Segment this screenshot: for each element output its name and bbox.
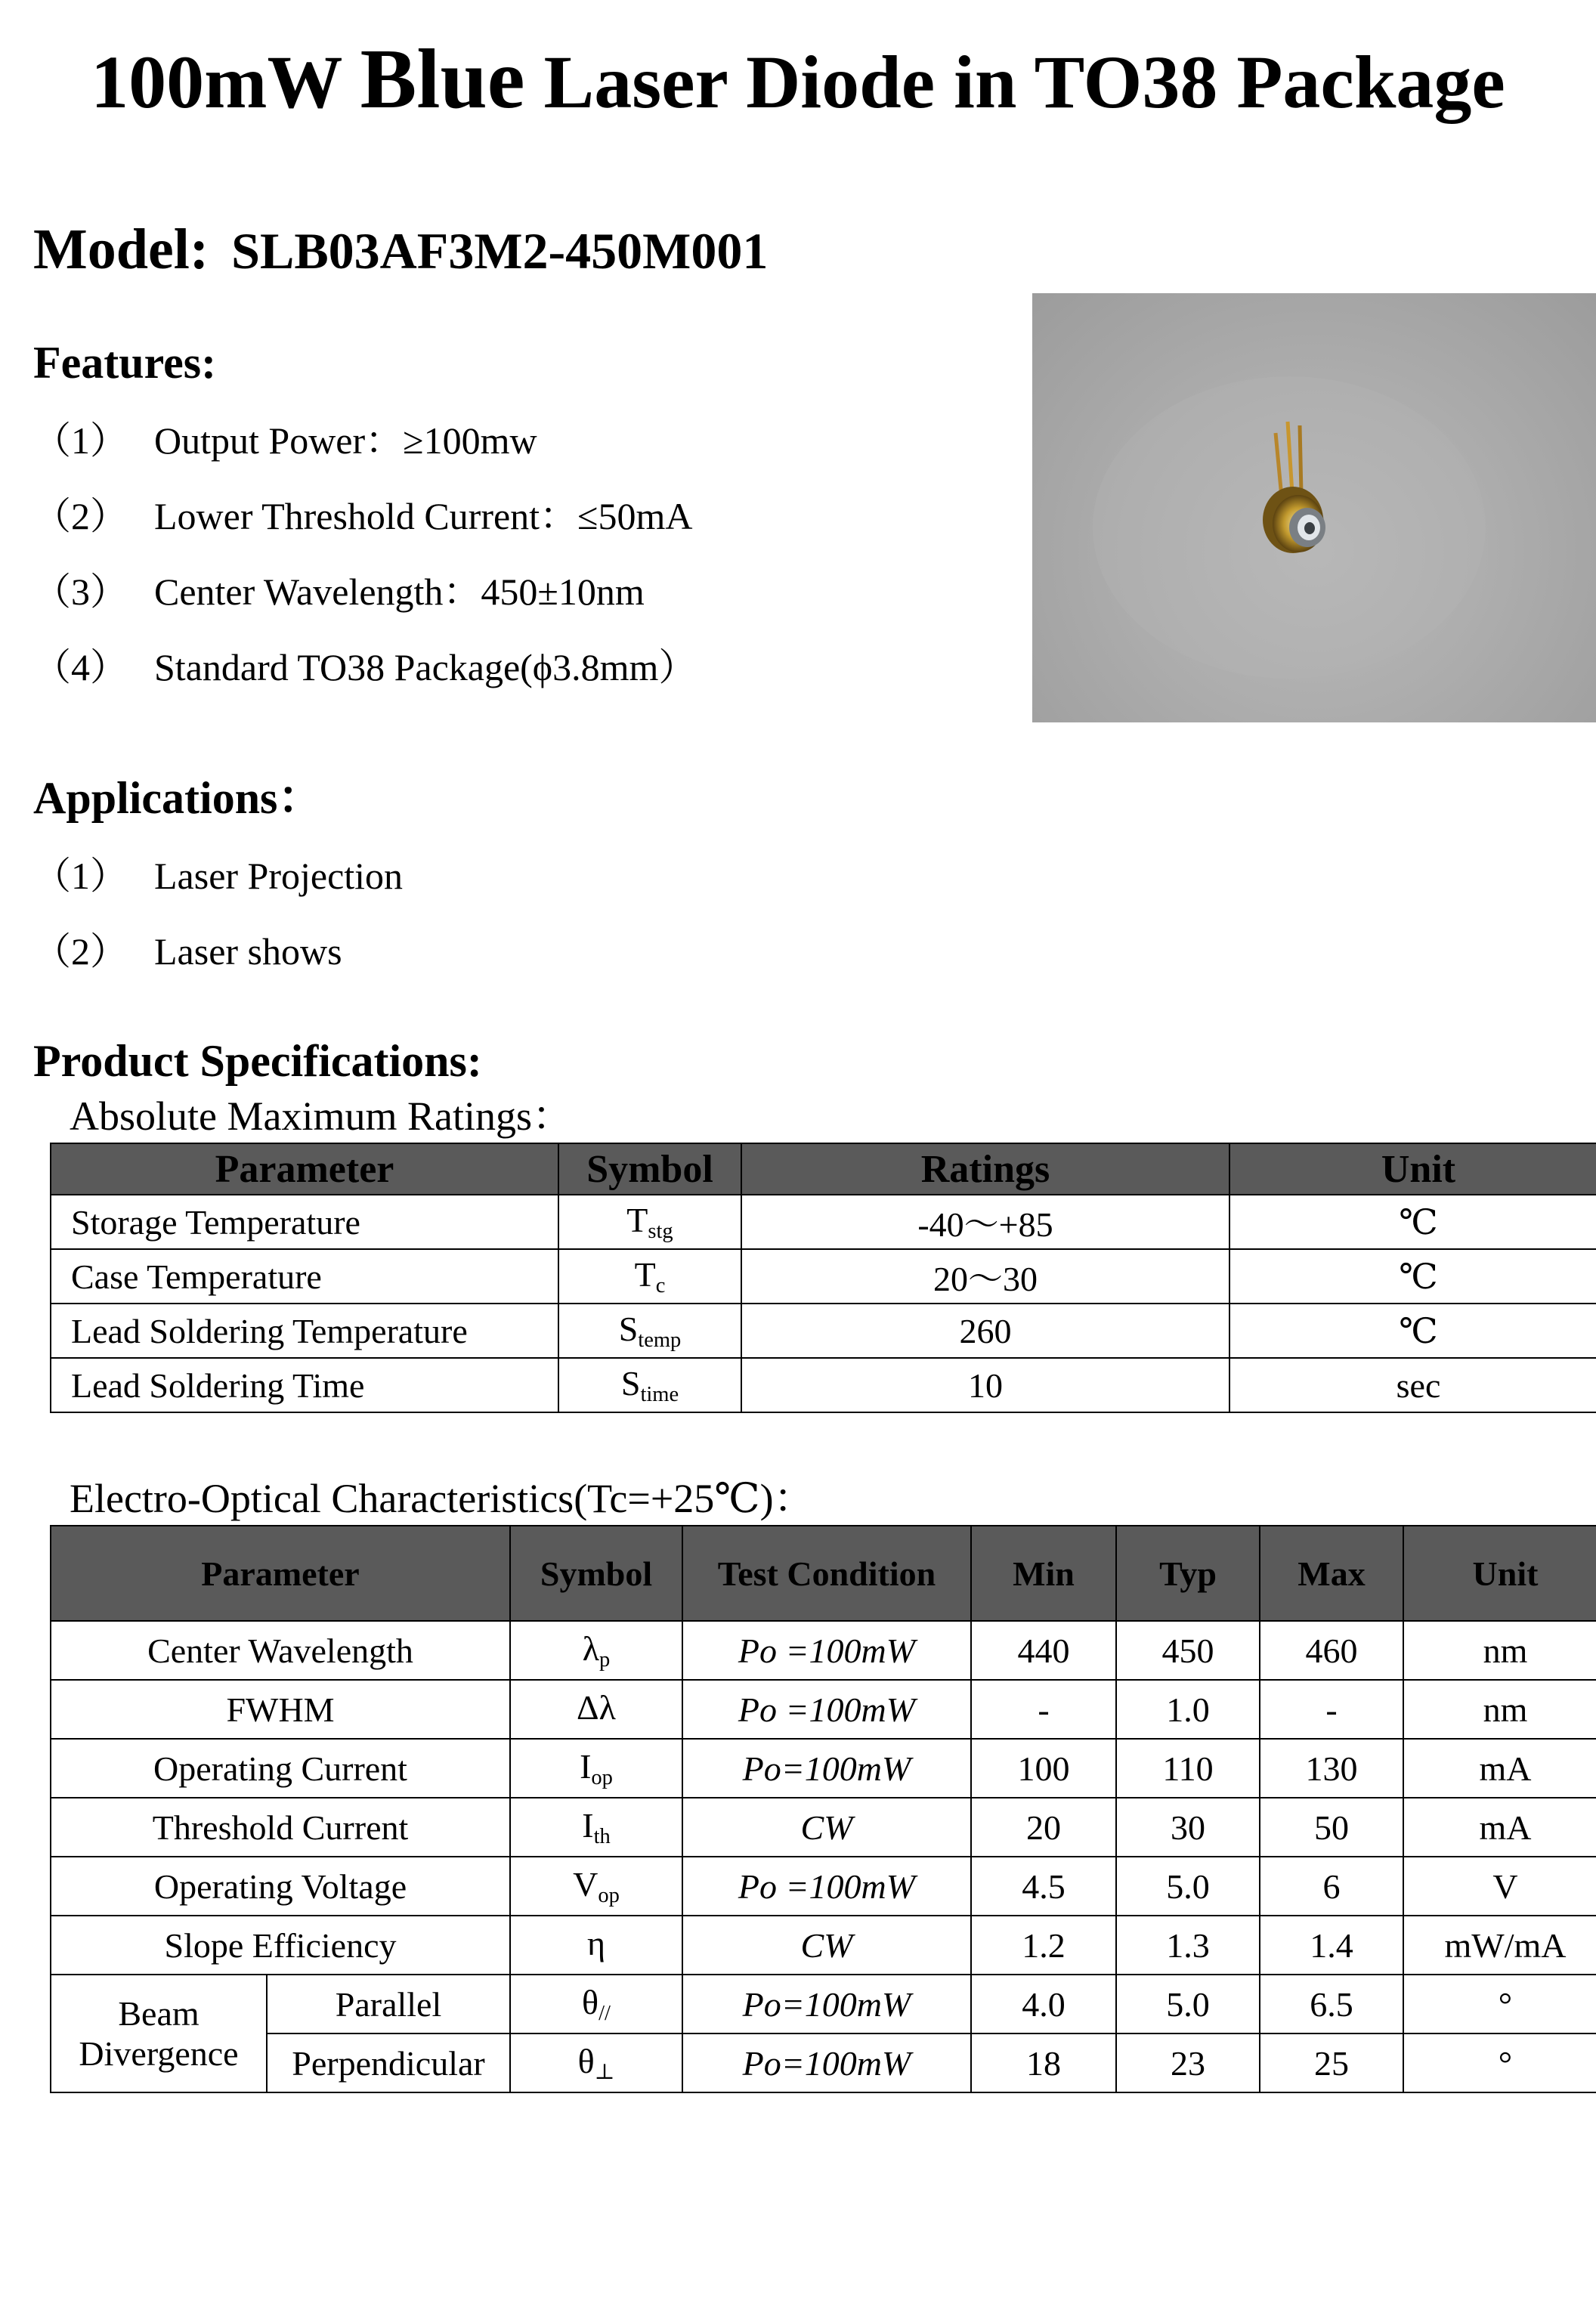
- table-row: [51, 1304, 1596, 1358]
- column-header: Typ: [1116, 1526, 1260, 1621]
- condition-cell: CW: [682, 1916, 971, 1975]
- title-prefix: 100mW: [91, 40, 360, 124]
- condition-cell: Po =100mW: [682, 1621, 971, 1680]
- application-item: [33, 849, 403, 902]
- unit-cell: °: [1403, 1975, 1596, 2033]
- application-text: Laser shows: [154, 930, 342, 973]
- rating-cell: -40～+85: [741, 1195, 1229, 1249]
- param-cell: Parallel: [267, 1975, 510, 2033]
- column-header: Symbol: [510, 1526, 682, 1621]
- page-title: [0, 30, 1596, 131]
- unit-cell: °: [1403, 2033, 1596, 2092]
- param-cell: Slope Efficiency: [51, 1916, 510, 1975]
- typ-cell: 450: [1116, 1621, 1260, 1680]
- typ-cell: 5.0: [1116, 1975, 1260, 2033]
- table-row: [51, 1680, 1596, 1739]
- table-header-row: [51, 1526, 1596, 1621]
- unit-cell: nm: [1403, 1621, 1596, 1680]
- beam-divergence-group: [51, 1975, 267, 2092]
- param-cell: Lead Soldering Temperature: [51, 1304, 558, 1358]
- symbol-cell: $\theta_\perp$: [510, 2033, 682, 2092]
- feature-item: [33, 414, 537, 467]
- param-cell: Case Temperature: [51, 1249, 558, 1304]
- param-cell: Threshold Current: [51, 1798, 510, 1857]
- typ-cell: 1.3: [1116, 1916, 1260, 1975]
- specs-heading: Product Specifications:: [33, 1036, 482, 1086]
- symbol-cell: $I_{th}$: [510, 1798, 682, 1857]
- unit-cell: ℃: [1229, 1195, 1596, 1249]
- table-row: [51, 1621, 1596, 1680]
- min-cell: -: [971, 1680, 1116, 1739]
- column-header: Unit: [1229, 1143, 1596, 1195]
- min-cell: 1.2: [971, 1916, 1116, 1975]
- unit-cell: sec: [1229, 1358, 1596, 1412]
- application-number: （1）: [33, 855, 128, 897]
- abs-ratings-title: Absolute Maximum Ratings：: [70, 1093, 573, 1139]
- feature-text: Output Power：≥100mw: [154, 419, 537, 462]
- param-cell: FWHM: [51, 1680, 510, 1739]
- eo-title: Electro-Optical Characteristics(Tc=+25℃)：: [70, 1476, 815, 1521]
- typ-cell: 110: [1116, 1739, 1260, 1798]
- application-item: [33, 925, 342, 978]
- symbol-cell: Δλ: [510, 1680, 682, 1739]
- table-row: [51, 1195, 1596, 1249]
- model-label: Model:: [33, 218, 209, 281]
- symbol-cell: $S_{time}$: [558, 1358, 741, 1412]
- condition-cell: Po =100mW: [682, 1857, 971, 1916]
- unit-cell: V: [1403, 1857, 1596, 1916]
- max-cell: 6: [1260, 1857, 1403, 1916]
- feature-item: [33, 490, 693, 543]
- features-heading: Features:: [33, 338, 217, 388]
- product-photo: [1032, 293, 1596, 722]
- param-cell: Lead Soldering Time: [51, 1358, 558, 1412]
- column-header: Symbol: [558, 1143, 741, 1195]
- table-row: [51, 1798, 1596, 1857]
- table-row: [51, 1358, 1596, 1412]
- group-label-line2: Divergence: [79, 2034, 239, 2073]
- rating-cell: 260: [741, 1304, 1229, 1358]
- param-cell: Center Wavelength: [51, 1621, 510, 1680]
- symbol-cell: $T_{stg}$: [558, 1195, 741, 1249]
- column-header: Unit: [1403, 1526, 1596, 1621]
- symbol-cell: $V_{op}$: [510, 1857, 682, 1916]
- column-header: Max: [1260, 1526, 1403, 1621]
- min-cell: 4.5: [971, 1857, 1116, 1916]
- column-header: Test Condition: [682, 1526, 971, 1621]
- feature-item: [33, 565, 645, 618]
- table-row: [51, 1857, 1596, 1916]
- symbol-cell: $S_{temp}$: [558, 1304, 741, 1358]
- application-number: （2）: [33, 930, 128, 973]
- feature-text: Lower Threshold Current：≤50mA: [154, 495, 693, 537]
- max-cell: 6.5: [1260, 1975, 1403, 2033]
- min-cell: 20: [971, 1798, 1116, 1857]
- typ-cell: 23: [1116, 2033, 1260, 2092]
- condition-cell: Po=100mW: [682, 1739, 971, 1798]
- typ-cell: 30: [1116, 1798, 1260, 1857]
- unit-cell: mA: [1403, 1798, 1596, 1857]
- min-cell: 4.0: [971, 1975, 1116, 2033]
- rating-cell: 20～30: [741, 1249, 1229, 1304]
- param-cell: Storage Temperature: [51, 1195, 558, 1249]
- max-cell: 130: [1260, 1739, 1403, 1798]
- symbol-cell: $T_c$: [558, 1249, 741, 1304]
- column-header: Parameter: [51, 1526, 510, 1621]
- max-cell: 460: [1260, 1621, 1403, 1680]
- symbol-cell: $\lambda_p$: [510, 1621, 682, 1680]
- condition-cell: CW: [682, 1798, 971, 1857]
- min-cell: 18: [971, 2033, 1116, 2092]
- table-row: [51, 1249, 1596, 1304]
- unit-cell: ℃: [1229, 1304, 1596, 1358]
- min-cell: 440: [971, 1621, 1116, 1680]
- feature-text: Center Wavelength：450±10nm: [154, 571, 645, 613]
- column-header: Min: [971, 1526, 1116, 1621]
- model-number: SLB03AF3M2-450M001: [231, 222, 769, 280]
- unit-cell: mA: [1403, 1739, 1596, 1798]
- symbol-cell: η: [510, 1916, 682, 1975]
- group-label-line1: Beam: [118, 1994, 200, 2033]
- laser-diode-image: [1032, 293, 1596, 722]
- model-line: [33, 212, 768, 289]
- applications-heading: Applications：: [33, 773, 323, 823]
- unit-cell: mW/mA: [1403, 1916, 1596, 1975]
- electro-optical-table: [50, 1525, 1596, 2093]
- absolute-ratings-table: [50, 1143, 1596, 1413]
- table-row: [51, 1916, 1596, 1975]
- condition-cell: Po =100mW: [682, 1680, 971, 1739]
- table-row: [51, 1975, 1596, 2033]
- table-row: [51, 2033, 1596, 2092]
- feature-text: Standard TO38 Package(ϕ3.8mm）: [154, 646, 697, 688]
- title-suffix: Laser Diode in TO38 Package: [524, 40, 1505, 124]
- table-header-row: [51, 1143, 1596, 1195]
- feature-number: （1）: [33, 419, 128, 462]
- param-cell: Operating Current: [51, 1739, 510, 1798]
- column-header: Ratings: [741, 1143, 1229, 1195]
- feature-number: （4）: [33, 646, 128, 688]
- rating-cell: 10: [741, 1358, 1229, 1412]
- feature-item: [33, 641, 696, 694]
- condition-cell: Po=100mW: [682, 1975, 971, 2033]
- title-emphasis: Blue: [360, 32, 525, 126]
- unit-cell: nm: [1403, 1680, 1596, 1739]
- typ-cell: 1.0: [1116, 1680, 1260, 1739]
- typ-cell: 5.0: [1116, 1857, 1260, 1916]
- application-text: Laser Projection: [154, 855, 404, 897]
- max-cell: 25: [1260, 2033, 1403, 2092]
- symbol-cell: $\theta_{//}$: [510, 1975, 682, 2033]
- param-cell: Operating Voltage: [51, 1857, 510, 1916]
- max-cell: -: [1260, 1680, 1403, 1739]
- param-cell: Perpendicular: [267, 2033, 510, 2092]
- feature-number: （2）: [33, 495, 128, 537]
- column-header: Parameter: [51, 1143, 558, 1195]
- feature-number: （3）: [33, 571, 128, 613]
- min-cell: 100: [971, 1739, 1116, 1798]
- table-row: [51, 1739, 1596, 1798]
- symbol-cell: $I_{op}$: [510, 1739, 682, 1798]
- condition-cell: Po=100mW: [682, 2033, 971, 2092]
- unit-cell: ℃: [1229, 1249, 1596, 1304]
- max-cell: 50: [1260, 1798, 1403, 1857]
- max-cell: 1.4: [1260, 1916, 1403, 1975]
